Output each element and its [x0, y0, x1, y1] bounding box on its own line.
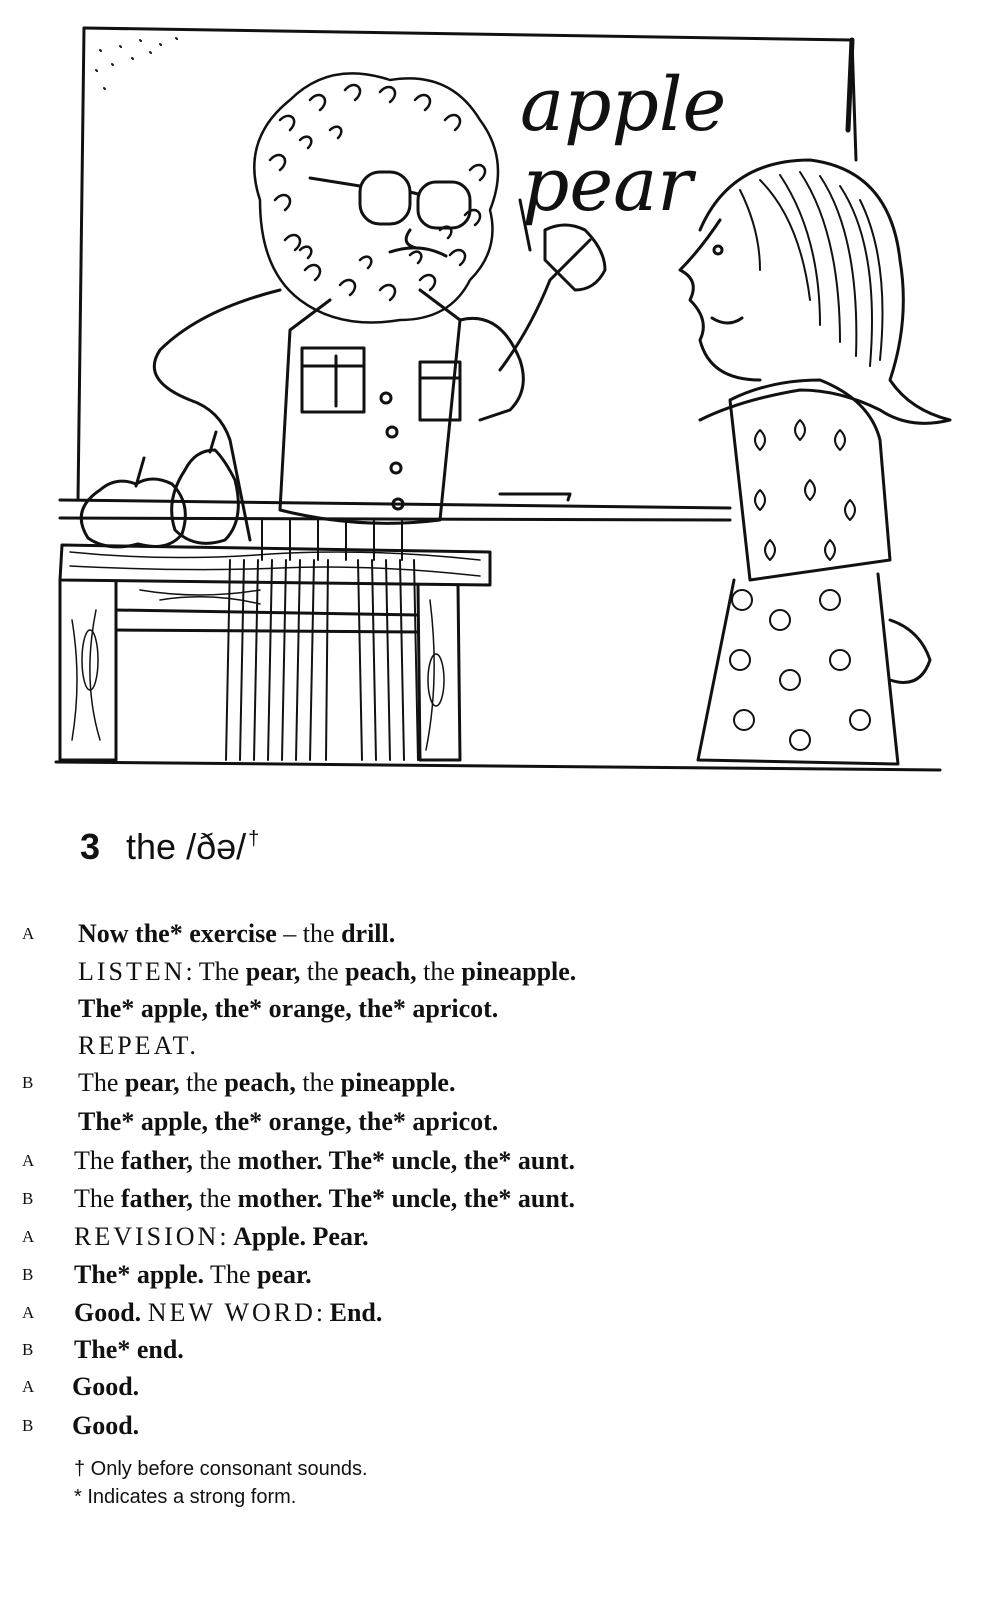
speaker-label: A: [22, 1227, 36, 1246]
dialogue-line: [0, 1180, 1002, 1218]
text-segment: The: [74, 1184, 121, 1213]
bold-segment: Good.: [72, 1372, 140, 1401]
text-segment: The: [74, 1146, 121, 1175]
dialogue-text: [74, 1142, 575, 1180]
bold-segment: pineapple.: [461, 957, 577, 986]
text-segment: the: [416, 957, 462, 986]
bold-segment: Good.: [72, 1411, 140, 1440]
bold-segment: pineapple.: [340, 1068, 456, 1097]
dialogue-text: [78, 915, 395, 953]
dialogue-line: [0, 1256, 1002, 1294]
bold-segment: Good.: [74, 1298, 142, 1327]
dialogue-text: [72, 1407, 139, 1445]
bold-segment: father,: [120, 1146, 193, 1175]
dialogue-line: [0, 1294, 1002, 1332]
speaker-label: B: [22, 1265, 35, 1284]
text-segment: :: [219, 1222, 234, 1251]
text-segment: LISTEN: [78, 957, 186, 986]
bold-segment: The* end.: [74, 1335, 184, 1364]
speaker-label: B: [22, 1416, 35, 1435]
bold-segment: Apple. Pear.: [233, 1222, 369, 1251]
section-title: the /ðə/: [126, 826, 247, 867]
dialogue-line: [0, 1368, 1002, 1406]
section-number: 3: [80, 826, 101, 867]
dialogue-line: [0, 990, 1002, 1028]
text-segment: : The: [185, 957, 246, 986]
speaker-label: A: [22, 1303, 36, 1322]
footnote-asterisk: * Indicates a strong form.: [74, 1486, 297, 1508]
dialogue-text: [74, 1331, 184, 1369]
text-segment: NEW WORD: [147, 1298, 316, 1327]
dialogue-text: [74, 1180, 575, 1218]
dialogue-text: [74, 1294, 382, 1332]
bold-segment: The* apple, the* orange, the* apricot.: [78, 994, 499, 1023]
bold-segment: The* apple.: [74, 1260, 205, 1289]
bold-segment: father,: [120, 1184, 193, 1213]
dialogue-line: [0, 1064, 1002, 1102]
text-segment: the: [179, 1068, 225, 1097]
section-heading: [80, 826, 259, 868]
bold-segment: mother. The* uncle, the* aunt.: [237, 1184, 575, 1213]
dialogue-text: [74, 1256, 312, 1294]
dialogue-line: [0, 915, 1002, 953]
fruit-still-life: [81, 432, 238, 547]
dialogue-line: [0, 1331, 1002, 1369]
text-segment: the: [300, 957, 346, 986]
dialogue-text: [78, 953, 576, 991]
dialogue-line: [0, 1027, 1002, 1065]
dialogue-line: [0, 1142, 1002, 1180]
student-figure: [680, 160, 950, 764]
text-segment: REVISION: [74, 1222, 220, 1251]
text-segment: The: [78, 1068, 125, 1097]
speaker-label: B: [22, 1189, 35, 1208]
bold-segment: peach,: [224, 1068, 296, 1097]
text-segment: :: [315, 1298, 330, 1327]
dialogue-text: [74, 1218, 369, 1256]
board-word-pear: pear: [522, 142, 693, 228]
text-segment: REPEAT.: [78, 1031, 199, 1060]
speaker-label: A: [22, 924, 36, 943]
board-word-apple: apple: [520, 62, 727, 148]
dagger-mark: †: [248, 828, 260, 850]
dialogue-line: [0, 1218, 1002, 1256]
text-segment: the: [192, 1146, 238, 1175]
dialogue-text: [78, 1064, 455, 1102]
speaker-label: B: [22, 1073, 35, 1092]
speaker-label: A: [22, 1151, 36, 1170]
text-segment: – the: [276, 919, 342, 948]
bold-segment: peach,: [345, 957, 417, 986]
bold-segment: Now the* exercise: [78, 919, 277, 948]
dialogue-text: [78, 990, 498, 1028]
footnote-dagger: † Only before consonant sounds.: [74, 1458, 368, 1480]
dialogue-line: [0, 1103, 1002, 1141]
table: [60, 545, 490, 760]
dialogue-line: [0, 1407, 1002, 1445]
speaker-label: A: [22, 1377, 36, 1396]
bold-segment: pear,: [124, 1068, 180, 1097]
dialogue-text: [72, 1368, 139, 1406]
text-segment: the: [192, 1184, 238, 1213]
dialogue-text: [78, 1103, 498, 1141]
bold-segment: mother. The* uncle, the* aunt.: [237, 1146, 575, 1175]
chalk-dust: [96, 38, 177, 89]
dialogue-text: [78, 1027, 199, 1065]
bold-segment: pear,: [245, 957, 301, 986]
bold-segment: pear.: [256, 1260, 312, 1289]
text-segment: the: [295, 1068, 341, 1097]
bold-segment: drill.: [341, 919, 396, 948]
speaker-label: B: [22, 1340, 35, 1359]
bold-segment: The* apple, the* orange, the* apricot.: [78, 1107, 499, 1136]
text-segment: The: [204, 1260, 257, 1289]
dialogue-line: [0, 953, 1002, 991]
bold-segment: End.: [329, 1298, 383, 1327]
